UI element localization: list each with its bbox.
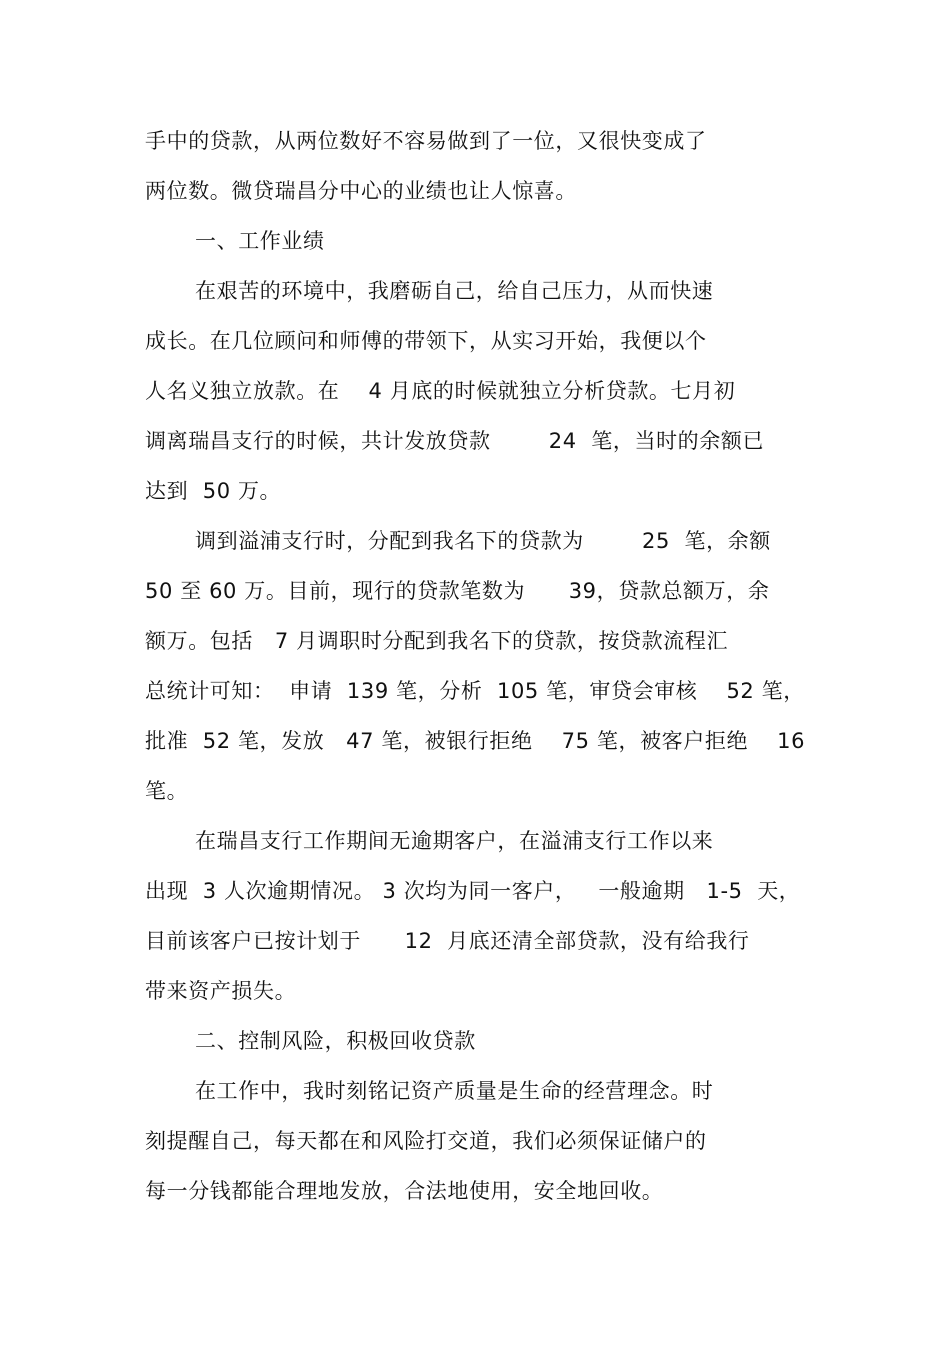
text-line-14: 笔。 [145, 779, 189, 803]
text-line-10: 50 至 60 万。目前，现行的贷款笔数为 39，贷款总额万，余 [145, 579, 770, 603]
text-line-11: 额万。包括 7 月调职时分配到我名下的贷款，按贷款流程汇 [145, 629, 729, 653]
text-line-8: 达到 50 万。 [145, 479, 282, 503]
text-line-16: 出现 3 人次逾期情况。 3 次均为同一客户， 一般逾期 1-5 天， [145, 879, 801, 903]
text-line-13: 批准 52 笔，发放 47 笔，被银行拒绝 75 笔，被客户拒绝 16 [145, 729, 806, 753]
text-line-20: 在工作中，我时刻铭记资产质量是生命的经营理念。时 [195, 1079, 714, 1103]
text-line-6: 人名义独立放款。在 4 月底的时候就独立分析贷款。七月初 [145, 379, 736, 403]
text-line-5: 成长。在几位顾问和师傅的带领下，从实习开始，我便以个 [145, 329, 707, 353]
text-line-7: 调离瑞昌支行的时候，共计发放贷款 24 笔，当时的余额已 [145, 429, 765, 453]
text-line-1: 手中的贷款，从两位数好不容易做到了一位，又很快变成了 [145, 129, 707, 153]
section-heading-1: 一、工作业绩 [195, 229, 325, 253]
section-heading-2: 二、控制风险，积极回收贷款 [195, 1029, 476, 1053]
text-line-22: 每一分钱都能合理地发放，合法地使用，安全地回收。 [145, 1179, 664, 1203]
text-line-17: 目前该客户已按计划于 12 月底还清全部贷款，没有给我行 [145, 929, 750, 953]
text-line-4: 在艰苦的环境中，我磨砺自己，给自己压力，从而快速 [195, 279, 714, 303]
text-line-2: 两位数。微贷瑞昌分中心的业绩也让人惊喜。 [145, 179, 577, 203]
text-line-12: 总统计可知： 申请 139 笔，分析 105 笔，审贷会审核 52 笔， [145, 679, 805, 703]
text-line-15: 在瑞昌支行工作期间无逾期客户，在溢浦支行工作以来 [195, 829, 714, 853]
text-line-18: 带来资产损失。 [145, 979, 297, 1003]
text-line-21: 刻提醒自己，每天都在和风险打交道，我们必须保证储户的 [145, 1129, 707, 1153]
text-line-9: 调到溢浦支行时，分配到我名下的贷款为 25 笔，余额 [195, 529, 771, 553]
